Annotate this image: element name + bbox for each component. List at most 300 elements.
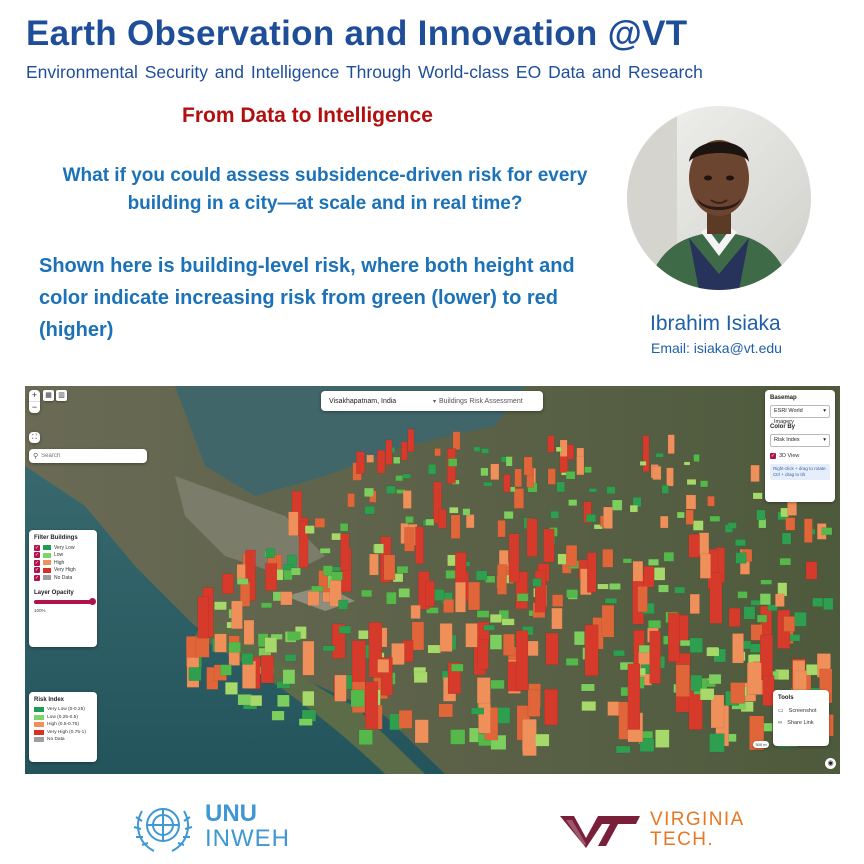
building: [574, 631, 584, 645]
app-name: Buildings Risk Assessment: [439, 397, 523, 405]
portrait-photo: [627, 106, 811, 290]
building: [463, 509, 470, 516]
building: [451, 664, 463, 671]
color-swatch: [43, 560, 51, 565]
building: [303, 641, 314, 675]
legend-swatch: [34, 715, 44, 720]
building: [378, 659, 389, 672]
building: [502, 619, 514, 626]
building: [603, 549, 614, 567]
filter-item[interactable]: [34, 568, 92, 574]
building: [428, 464, 436, 474]
building: [790, 635, 800, 642]
building: [288, 512, 298, 536]
building: [474, 447, 480, 452]
location-select[interactable]: Visakhapatnam, India: [329, 397, 397, 405]
building: [535, 734, 549, 746]
building: [710, 516, 720, 521]
building: [707, 648, 719, 657]
building: [237, 564, 246, 579]
building: [250, 695, 262, 706]
building: [690, 638, 703, 653]
building: [686, 495, 696, 509]
building: [546, 633, 559, 665]
building: [466, 623, 478, 647]
building: [288, 632, 301, 641]
building: [684, 462, 690, 465]
building: [806, 664, 817, 675]
building: [414, 672, 427, 683]
building: [602, 605, 614, 637]
building: [753, 493, 762, 499]
building: [332, 572, 343, 580]
legend-swatch: [34, 730, 44, 735]
legend-swatch: [34, 722, 44, 727]
share-link-button[interactable]: [778, 720, 824, 726]
building: [356, 452, 364, 474]
opacity-title: Layer Opacity: [34, 589, 74, 596]
building: [509, 534, 519, 583]
building: [358, 630, 368, 639]
building: [813, 598, 823, 607]
filter-label: Low: [54, 552, 64, 559]
building: [655, 730, 669, 748]
building: [687, 479, 696, 484]
building: [386, 592, 396, 604]
building: [693, 521, 703, 531]
legend-item: [34, 715, 92, 721]
building: [675, 587, 685, 593]
building: [544, 529, 555, 562]
building: [806, 562, 817, 580]
building: [677, 512, 684, 518]
building: [686, 510, 694, 525]
building: [648, 620, 661, 628]
color-swatch: [43, 575, 51, 580]
building: [751, 600, 761, 605]
building: [439, 704, 453, 717]
slider-handle[interactable]: [89, 598, 96, 605]
checkbox-icon[interactable]: ✓: [770, 453, 776, 459]
building: [658, 585, 668, 592]
building: [598, 584, 609, 589]
building: [449, 507, 458, 513]
building: [491, 680, 505, 689]
building: [680, 640, 691, 646]
legend-label: Very Low (0-0.25): [47, 707, 85, 713]
filter-item[interactable]: [34, 560, 92, 566]
building: [557, 482, 565, 492]
building: [396, 475, 403, 481]
building: [359, 730, 373, 745]
building: [668, 435, 675, 454]
building: [639, 645, 650, 652]
building: [412, 622, 424, 650]
filter-item[interactable]: [34, 575, 92, 581]
legend-label: Very High (0.75-1): [47, 729, 86, 735]
building: [708, 496, 715, 506]
building: [514, 489, 524, 509]
chevron-down-icon[interactable]: ▾: [433, 398, 437, 405]
person-email: Email: isiaka@vt.edu: [651, 340, 782, 356]
building: [731, 683, 745, 704]
building: [283, 670, 295, 684]
zoom-out-button[interactable]: −: [31, 402, 38, 412]
building: [760, 635, 773, 680]
building: [266, 549, 275, 558]
view3d-label: 3D View: [779, 453, 800, 459]
building: [608, 702, 620, 716]
building: [277, 695, 289, 707]
building: [448, 459, 457, 467]
building: [477, 678, 490, 704]
building: [760, 594, 771, 605]
building: [283, 564, 292, 570]
building: [303, 691, 315, 706]
building: [426, 519, 434, 525]
building: [551, 511, 559, 518]
building: [468, 582, 480, 610]
building: [384, 555, 395, 580]
building: [523, 719, 537, 756]
building: [229, 642, 241, 652]
scale-bar: 500 m: [753, 741, 769, 748]
building: [222, 574, 233, 594]
building: [393, 457, 400, 464]
building: [455, 582, 465, 612]
building: [757, 510, 766, 520]
tagline: From Data to Intelligence: [182, 104, 433, 127]
building: [196, 637, 209, 657]
building: [566, 658, 578, 665]
opacity-slider[interactable]: [34, 600, 92, 604]
building: [311, 586, 323, 592]
building: [189, 667, 202, 680]
building: [341, 534, 350, 571]
building: [586, 514, 596, 522]
checkbox-icon[interactable]: ✓: [34, 574, 40, 581]
unu-line2: INWEH: [205, 825, 290, 852]
building: [364, 488, 373, 497]
camera-icon: ▭: [778, 708, 784, 714]
search-input[interactable]: [41, 453, 136, 459]
building: [548, 469, 556, 485]
building: [365, 682, 378, 730]
building: [438, 509, 446, 528]
building: [305, 526, 314, 534]
building: [786, 518, 795, 531]
building: [484, 625, 495, 630]
building: [435, 449, 441, 456]
building: [728, 523, 736, 529]
legend-label: High (0.5-0.75): [47, 722, 79, 728]
building: [448, 555, 457, 566]
building: [415, 527, 423, 564]
building: [386, 486, 395, 494]
building: [654, 568, 665, 581]
building: [443, 599, 453, 613]
trash-icon[interactable]: ▥: [56, 390, 67, 401]
building: [709, 734, 724, 752]
building: [332, 533, 342, 540]
building: [552, 595, 563, 607]
building: [804, 519, 812, 543]
checkbox-icon[interactable]: ✓: [34, 559, 40, 566]
building: [242, 653, 253, 664]
building: [782, 533, 791, 544]
basemap-select[interactable]: [770, 405, 830, 425]
building: [780, 558, 791, 565]
building: [399, 588, 410, 597]
building: [556, 447, 562, 452]
building: [299, 719, 312, 726]
view3d-hint: [770, 464, 830, 480]
building: [533, 578, 542, 586]
opacity-value: 100%: [34, 607, 46, 613]
building: [220, 665, 231, 676]
building: [761, 580, 772, 585]
building: [369, 554, 378, 575]
virginia-tech-logo: [650, 810, 745, 850]
building: [265, 638, 277, 653]
building: [603, 507, 612, 529]
building: [700, 689, 714, 701]
building: [428, 645, 441, 653]
building: [582, 701, 596, 710]
building: [527, 519, 537, 557]
building: [569, 500, 577, 506]
building: [690, 594, 700, 614]
building: [261, 603, 272, 608]
map-search-box: [29, 449, 147, 463]
vt-line2: TECH.: [650, 829, 714, 850]
building: [613, 650, 624, 656]
building: [440, 623, 452, 651]
building: [544, 689, 558, 725]
building: [700, 554, 711, 579]
building: [386, 440, 392, 465]
filter-label: High: [54, 559, 65, 566]
building: [498, 520, 506, 537]
checkbox-icon[interactable]: ✓: [34, 567, 40, 574]
color-by-title: Color By: [770, 424, 796, 430]
building: [822, 528, 832, 535]
building: [466, 515, 474, 528]
checkbox-icon[interactable]: ✓: [34, 544, 40, 551]
building: [215, 634, 227, 653]
location-bar: [321, 391, 543, 411]
building: [506, 457, 512, 467]
building: [453, 432, 460, 450]
building: [415, 720, 428, 743]
checkbox-icon[interactable]: ✓: [34, 552, 40, 559]
building: [609, 583, 620, 589]
building: [403, 474, 411, 478]
map-scene: [25, 386, 840, 774]
building: [403, 491, 411, 509]
building: [535, 571, 546, 613]
un-emblem-icon: [128, 797, 198, 857]
building: [225, 682, 237, 694]
building: [738, 592, 748, 599]
filter-panel: [29, 530, 97, 647]
building: [775, 594, 784, 607]
building: [585, 625, 598, 676]
building: [667, 468, 674, 486]
hint-tilt: Ctrl + drag to tilt: [773, 472, 805, 477]
building: [633, 561, 643, 581]
building: [528, 690, 540, 717]
search-icon: ⚲: [33, 453, 39, 460]
basemap-value: ESRI World Imagery: [774, 408, 803, 425]
building: [392, 643, 405, 664]
vt-line1: VIRGINIA: [650, 809, 745, 830]
building: [607, 487, 616, 494]
fullscreen-icon[interactable]: ⛶: [29, 432, 40, 443]
building: [710, 573, 722, 624]
filter-item[interactable]: [34, 553, 92, 559]
building: [348, 494, 355, 508]
vt-emblem-icon: [558, 810, 643, 850]
building: [732, 634, 743, 664]
zoom-control: [29, 390, 40, 413]
building: [367, 455, 374, 463]
building: [700, 481, 707, 487]
grid-icon[interactable]: ▦: [43, 390, 54, 401]
building: [794, 612, 806, 626]
building: [694, 454, 700, 461]
building: [320, 548, 330, 553]
building: [481, 468, 488, 476]
building: [566, 471, 575, 479]
view3d-toggle[interactable]: [770, 453, 830, 459]
tools-title: Tools: [778, 695, 794, 701]
building: [757, 615, 767, 622]
risk-legend: [29, 692, 97, 762]
page-title: Earth Observation and Innovation @VT: [26, 14, 688, 53]
building: [351, 690, 364, 707]
legend-item: [34, 707, 92, 713]
building: [612, 500, 622, 510]
building: [291, 568, 300, 575]
building: [451, 730, 466, 745]
legend-title: Risk Index: [34, 697, 65, 703]
building: [237, 579, 248, 585]
building: [587, 553, 596, 593]
building: [214, 602, 226, 610]
building: [548, 436, 555, 453]
page-subtitle: Environmental Security and Intelligence Through World-class EO Data and Research: [26, 62, 703, 82]
building: [315, 518, 325, 527]
filter-item[interactable]: [34, 545, 92, 551]
building: [425, 581, 434, 607]
building: [308, 591, 319, 605]
building: [729, 608, 740, 627]
building: [623, 559, 632, 563]
color-swatch: [43, 545, 51, 550]
color-by-value: Risk Index: [774, 437, 800, 443]
building: [524, 457, 532, 475]
building: [490, 635, 502, 650]
legend-label: No Data: [47, 737, 65, 743]
building: [589, 489, 597, 493]
basemap-panel: [765, 390, 835, 502]
chevron-down-icon: ▾: [823, 437, 826, 443]
building: [244, 620, 254, 645]
building: [242, 661, 256, 689]
building: [338, 600, 347, 609]
building: [323, 646, 335, 651]
building: [668, 613, 679, 662]
legend-label: Low (0.25-0.5): [47, 714, 78, 720]
legend-swatch: [34, 737, 44, 742]
building: [689, 534, 700, 557]
building: [751, 465, 760, 482]
building: [374, 544, 383, 553]
building: [323, 566, 332, 576]
building: [503, 634, 514, 655]
legend-swatch: [34, 707, 44, 712]
building: [476, 571, 487, 580]
building: [517, 594, 528, 602]
building: [577, 456, 584, 475]
building: [504, 511, 513, 518]
risk-map-screenshot: [25, 386, 840, 774]
building: [516, 631, 528, 691]
building: [404, 527, 414, 551]
color-swatch: [43, 568, 51, 573]
building: [265, 564, 277, 591]
link-icon: ∞: [778, 720, 783, 726]
building: [628, 664, 640, 730]
building: [490, 614, 501, 622]
building: [229, 652, 240, 665]
unu-inweh-logo: [205, 801, 290, 851]
building: [643, 436, 649, 472]
compass-icon[interactable]: ◉: [825, 758, 836, 769]
building: [401, 442, 407, 461]
building: [560, 457, 568, 473]
person-name: Ibrahim Isiaka: [650, 312, 781, 335]
building: [709, 674, 721, 684]
building: [477, 611, 489, 618]
zoom-in-button[interactable]: +: [29, 390, 40, 402]
building: [552, 608, 563, 629]
building: [406, 516, 414, 523]
building: [399, 710, 412, 728]
building: [335, 675, 347, 701]
question-text: What if you could assess subsidence-driven risk for every building in a city—at scale and in real time?: [62, 165, 588, 214]
color-by-select[interactable]: [770, 434, 830, 447]
building: [451, 515, 460, 539]
building: [483, 482, 492, 486]
legend-item: [34, 730, 92, 736]
building: [478, 700, 490, 734]
screenshot-button[interactable]: [778, 707, 824, 714]
building: [605, 598, 617, 603]
building: [630, 505, 638, 512]
building: [664, 552, 674, 561]
building: [784, 616, 795, 631]
color-swatch: [43, 553, 51, 558]
building: [361, 590, 371, 597]
description-text: Shown here is building-level risk, where both height and color indicate increasing risk from green (lower) to red (higher): [39, 255, 575, 341]
building: [662, 485, 669, 493]
building: [365, 506, 375, 514]
building: [471, 708, 484, 714]
building: [231, 601, 242, 629]
filter-label: Very Low: [54, 544, 75, 551]
